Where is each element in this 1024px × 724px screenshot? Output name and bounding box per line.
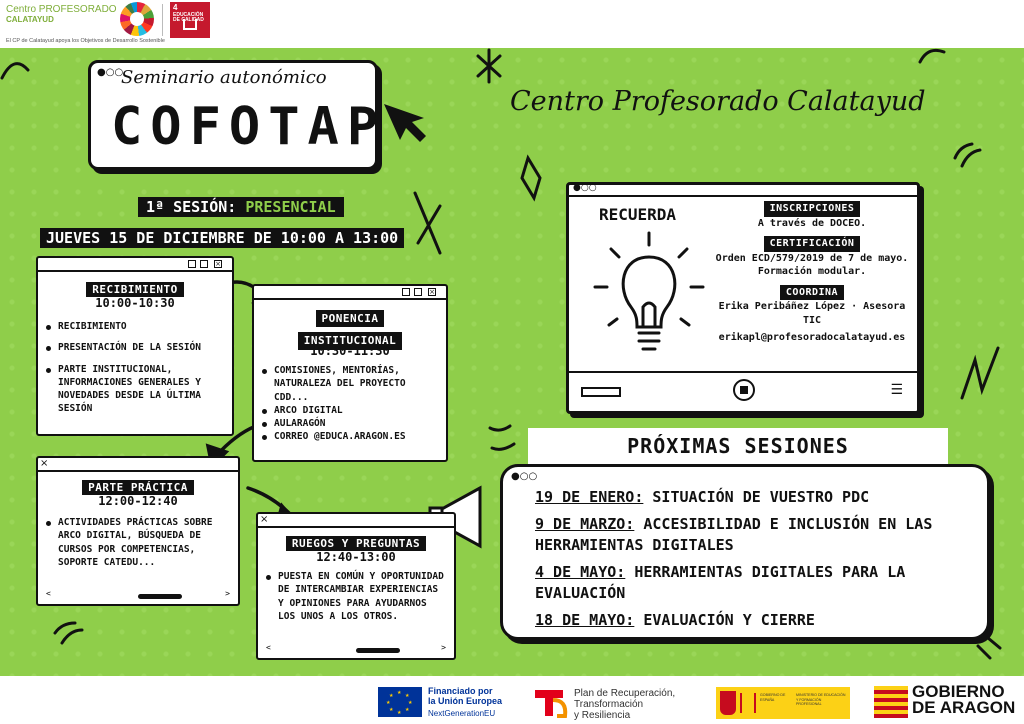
session-label-prefix: 1ª SESIÓN: <box>146 198 246 216</box>
coordina-email: erikapl@profesoradocalatayud.es <box>718 332 906 343</box>
certificacion-label: CERTIFICACIÓN <box>764 236 861 252</box>
centre-name: Centro Profesorado Calatayud <box>510 86 926 117</box>
session-date: 9 DE MARZO: <box>535 515 635 533</box>
zigzag-icon <box>962 348 998 398</box>
window-dots-icon: ●○○ <box>97 67 124 78</box>
cp-logo-line2: CALATAYUD <box>6 15 54 24</box>
squiggle-icon <box>2 64 28 78</box>
eu-flag-icon: ★ ★ ★ ★ ★ ★ ★ ★ <box>378 687 422 717</box>
prtr-line2: Transformación <box>574 699 644 710</box>
practica-window <box>36 456 240 606</box>
dash-marks-icon-4 <box>490 426 514 449</box>
header-divider <box>162 4 163 36</box>
recibimiento-list <box>44 320 226 416</box>
close-icon[interactable]: × <box>260 514 269 525</box>
aragon-line1: GOBIERNO <box>912 682 1005 701</box>
recibimiento-title: RECIBIMIENTO <box>86 282 183 297</box>
coordina-label: COORDINA <box>780 285 844 301</box>
ruegos-title: RUEGOS Y PREGUNTAS <box>286 536 426 551</box>
dash-marks-icon-3 <box>55 623 82 643</box>
prtr-line3: y Resiliencia <box>574 710 631 721</box>
sdg4-label: EDUCACIÓN DE CALIDAD <box>173 11 204 24</box>
window-titlebar <box>38 458 238 472</box>
session-date: 18 DE MAYO: <box>535 611 635 629</box>
session-label <box>138 197 344 217</box>
ponencia-title-1: PONENCIA <box>316 310 385 327</box>
ruegos-list <box>264 570 448 623</box>
eu-funding-text <box>428 686 502 718</box>
close-icon[interactable]: × <box>215 260 221 268</box>
horizontal-scrollbar[interactable] <box>266 643 446 654</box>
session-topic: HERRAMIENTAS DIGITALES PARA LA EVALUACIÓN <box>535 563 906 602</box>
proximas-card <box>500 464 990 640</box>
min-name: MINISTERIO DE EDUCACIÓN Y FORMACIÓN PROFESIONAL <box>796 693 846 707</box>
horizontal-scrollbar[interactable] <box>46 589 230 600</box>
dash-marks-icon-2 <box>978 638 1000 658</box>
list-item <box>535 514 973 556</box>
list-item: PRESENTACIÓN DE LA SESIÓN <box>44 341 226 354</box>
dash-marks-icon <box>955 144 980 166</box>
inscripciones-text: A través de DOCEO. <box>757 217 867 229</box>
prtr-line1: Plan de Recuperación, <box>574 688 676 699</box>
close-icon[interactable]: × <box>429 288 435 296</box>
book-icon <box>183 19 197 30</box>
footer-bar <box>0 676 1024 724</box>
practica-list <box>44 516 232 569</box>
list-item: COMISIONES, MENTORÍAS, NATURALEZA DEL PROYECTO CDD... <box>260 364 440 404</box>
stop-button[interactable] <box>733 379 755 401</box>
recuerda-heading: RECUERDA <box>599 205 677 224</box>
cp-calatayud-logo <box>6 4 116 34</box>
spain-shield-icon <box>720 691 736 715</box>
list-item: ACTIVIDADES PRÁCTICAS SOBRE ARCO DIGITAL, BÚSQUEDA DE CURSOS POR COMPETENCIAS, SOPORTE CATEDU... <box>44 516 232 569</box>
prtr-logo-icon <box>533 686 569 718</box>
window-titlebar <box>258 514 454 528</box>
menu-icon[interactable]: ☰ <box>890 382 903 398</box>
recibimiento-time: 10:00-10:30 <box>95 296 175 310</box>
certificacion-line1: Orden ECD/579/2019 de 7 de mayo. <box>715 252 909 264</box>
scroll-left-icon[interactable]: < <box>266 643 271 652</box>
list-item: PUESTA EN COMÚN Y OPORTUNIDAD DE INTERCAMBIAR EXPERIENCIAS Y OPINIONES PARA AYUDARNOS LOS UNOS A LOS OTROS. <box>264 570 448 623</box>
columns-icon <box>740 693 756 713</box>
sdg4-number: 4 <box>173 3 178 12</box>
progress-bar-icon[interactable] <box>581 387 621 397</box>
minimize-icon[interactable] <box>188 260 196 268</box>
session-topic: ACCESIBILIDAD E INCLUSIÓN EN LAS HERRAMIENTAS DIGITALES <box>535 515 933 554</box>
list-item: RECIBIMIENTO <box>44 320 226 333</box>
aragon-flag-icon <box>874 686 908 718</box>
close-icon[interactable]: × <box>40 458 49 469</box>
practica-title: PARTE PRÁCTICA <box>82 480 194 495</box>
maximize-icon[interactable] <box>414 288 422 296</box>
minimize-icon[interactable] <box>402 288 410 296</box>
eu-line1: Financiado por <box>428 686 493 696</box>
seminar-subtitle: Seminario autonómico <box>121 67 327 88</box>
min-gob: GOBIERNO DE ESPAÑA <box>760 693 786 702</box>
diamond-sparkle-icon <box>522 158 540 198</box>
recuerda-window <box>566 182 920 414</box>
lightbulb-icon <box>589 229 709 364</box>
ods-note: El CP de Calatayud apoya los Objetivos de Desarrollo Sostenible <box>6 38 165 44</box>
aragon-line2: DE ARAGON <box>912 698 1016 718</box>
sdg4-logo <box>170 2 210 38</box>
scroll-thumb[interactable] <box>138 594 182 599</box>
ponencia-list <box>260 364 440 444</box>
scroll-right-icon[interactable]: > <box>225 589 230 598</box>
proximas-list <box>535 487 973 631</box>
ruegos-window <box>256 512 456 660</box>
ministerio-logo <box>716 687 850 719</box>
cursor-click-icon <box>380 100 440 146</box>
title-card <box>88 60 387 170</box>
eu-line3: NextGenerationEU <box>428 708 496 718</box>
scroll-right-icon[interactable]: > <box>441 643 446 652</box>
eu-line2: la Unión Europea <box>428 696 503 707</box>
practica-time: 12:00-12:40 <box>98 494 178 508</box>
window-dots-icon: ●○○ <box>511 471 538 482</box>
prtr-text <box>574 688 675 721</box>
ponencia-window <box>252 284 448 462</box>
window-titlebar <box>254 286 446 300</box>
window-titlebar <box>569 185 917 197</box>
star-doodle-icon <box>415 193 440 253</box>
session-topic: EVALUACIÓN Y CIERRE <box>634 611 815 629</box>
scroll-left-icon[interactable]: < <box>46 589 51 598</box>
certificacion-line2: Formación modular. <box>757 266 867 277</box>
session-date: 4 DE MAYO: <box>535 563 626 581</box>
recibimiento-window <box>36 256 234 436</box>
proximas-heading: PRÓXIMAS SESIONES <box>528 428 948 464</box>
sdg-wheel-icon <box>120 2 154 36</box>
list-item: AULARAGÓN <box>260 417 440 430</box>
list-item: ARCO DIGITAL <box>260 404 440 417</box>
session-date: 19 DE ENERO: <box>535 488 644 506</box>
list-item <box>535 562 973 604</box>
inscripciones-label: INSCRIPCIONES <box>764 201 861 217</box>
seminar-title: COFOTAP <box>111 97 387 157</box>
session-topic: SITUACIÓN DE VUESTRO PDC <box>643 488 870 506</box>
list-item <box>535 610 973 631</box>
coordina-name: Erika Peribáñez López · Asesora TIC <box>718 301 906 326</box>
session-mode: PRESENCIAL <box>245 198 336 216</box>
list-item: CORREO @EDUCA.ARAGON.ES <box>260 430 440 443</box>
ponencia-time: 10:30-11:30 <box>310 344 390 358</box>
cp-logo-line1: Centro PROFESORADO <box>6 4 117 15</box>
window-bottom-bar <box>569 371 917 411</box>
window-dots-icon: ●○○ <box>573 183 597 193</box>
list-item: PARTE INSTITUCIONAL, INFORMACIONES GENERALES Y NOVEDADES DESDE LA ÚLTIMA SESIÓN <box>44 363 226 416</box>
session-date: JUEVES 15 DE DICIEMBRE DE 10:00 A 13:00 <box>40 228 404 248</box>
window-titlebar <box>38 258 232 272</box>
squiggle-icon-2 <box>920 50 944 62</box>
sparkle-icon <box>478 50 500 82</box>
list-item <box>535 487 973 508</box>
aragon-logo-text <box>912 684 1015 716</box>
maximize-icon[interactable] <box>200 260 208 268</box>
ponencia-title-2: INSTITUCIONAL <box>298 332 403 349</box>
ruegos-time: 12:40-13:00 <box>316 550 396 564</box>
scroll-thumb[interactable] <box>356 648 400 653</box>
